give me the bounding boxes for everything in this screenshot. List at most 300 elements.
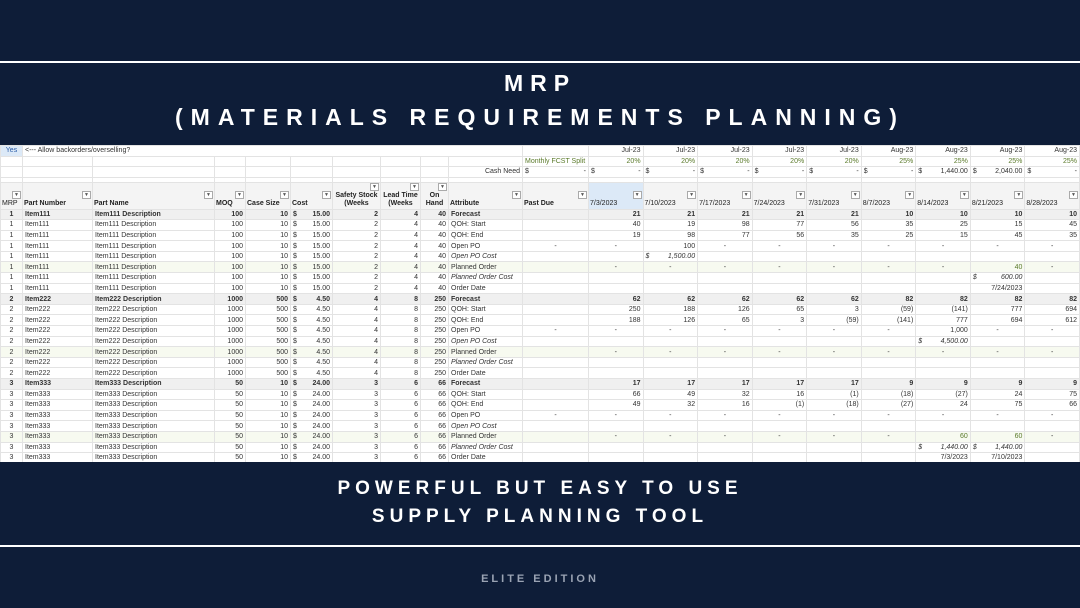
lead-time[interactable]: 6	[381, 421, 421, 432]
safety-stock[interactable]: 2	[333, 273, 381, 284]
week-value[interactable]: 35	[1025, 230, 1080, 241]
month-label[interactable]: Jul-23	[589, 146, 644, 157]
mrp-number[interactable]: 1	[1, 273, 23, 284]
cost[interactable]	[291, 262, 333, 273]
safety-stock[interactable]: 3	[333, 431, 381, 442]
cell[interactable]	[333, 156, 381, 167]
week-value[interactable]: -	[752, 241, 807, 252]
week-value[interactable]: -	[698, 410, 753, 421]
case-size[interactable]: 500	[246, 315, 291, 326]
week-value[interactable]: 694	[970, 315, 1025, 326]
filter-dropdown-icon[interactable]: ▼	[578, 191, 587, 199]
mrp-number[interactable]: 1	[1, 209, 23, 220]
week-value[interactable]	[698, 368, 753, 379]
lead-time[interactable]: 8	[381, 304, 421, 315]
week-value[interactable]	[752, 336, 807, 347]
on-hand[interactable]: 250	[421, 326, 449, 337]
case-size[interactable]: 500	[246, 336, 291, 347]
week-value[interactable]	[970, 357, 1025, 368]
week-value[interactable]	[861, 421, 916, 432]
safety-stock[interactable]: 4	[333, 326, 381, 337]
filter-dropdown-icon[interactable]: ▼	[410, 183, 419, 191]
week-value[interactable]: (1)	[807, 389, 862, 400]
week-value[interactable]: -	[1025, 347, 1080, 358]
split-value[interactable]: 20%	[698, 156, 753, 167]
safety-stock[interactable]: 3	[333, 421, 381, 432]
cost[interactable]	[291, 241, 333, 252]
safety-stock[interactable]: 2	[333, 209, 381, 220]
cost[interactable]	[291, 400, 333, 411]
moq[interactable]: 50	[215, 442, 246, 453]
week-value[interactable]: 3	[752, 315, 807, 326]
week-value[interactable]	[589, 421, 644, 432]
column-header[interactable]	[215, 182, 246, 209]
moq[interactable]: 1000	[215, 294, 246, 305]
attribute[interactable]: Forecast	[449, 294, 523, 305]
cost[interactable]	[291, 336, 333, 347]
week-value[interactable]	[752, 453, 807, 462]
week-value[interactable]: 32	[698, 389, 753, 400]
on-hand[interactable]: 66	[421, 389, 449, 400]
week-value[interactable]	[643, 442, 698, 453]
case-size[interactable]: 500	[246, 357, 291, 368]
week-value[interactable]: -	[698, 431, 753, 442]
case-size[interactable]: 500	[246, 304, 291, 315]
lead-time[interactable]: 4	[381, 220, 421, 231]
on-hand[interactable]: 40	[421, 220, 449, 231]
week-value[interactable]	[916, 357, 971, 368]
week-value[interactable]	[1025, 442, 1080, 453]
case-size[interactable]: 10	[246, 241, 291, 252]
lead-time[interactable]: 8	[381, 326, 421, 337]
part-number[interactable]: Item222	[23, 368, 93, 379]
cost[interactable]	[291, 347, 333, 358]
week-value[interactable]: 82	[970, 294, 1025, 305]
split-value[interactable]: 20%	[589, 156, 644, 167]
on-hand[interactable]: 40	[421, 230, 449, 241]
moq[interactable]: 50	[215, 421, 246, 432]
part-name[interactable]: Item333 Description	[93, 453, 215, 462]
on-hand[interactable]: 40	[421, 283, 449, 294]
case-size[interactable]: 10	[246, 283, 291, 294]
week-value[interactable]	[752, 251, 807, 262]
week-value[interactable]: 10	[970, 209, 1025, 220]
mrp-number[interactable]: 3	[1, 431, 23, 442]
week-value[interactable]: 9	[970, 379, 1025, 390]
week-value[interactable]: 35	[807, 230, 862, 241]
part-number[interactable]: Item333	[23, 421, 93, 432]
case-size[interactable]: 10	[246, 220, 291, 231]
week-value[interactable]: -	[589, 241, 644, 252]
week-value[interactable]	[970, 336, 1025, 347]
week-value[interactable]	[970, 368, 1025, 379]
part-number[interactable]: Item222	[23, 336, 93, 347]
attribute[interactable]: Planned Order Cost	[449, 442, 523, 453]
week-value[interactable]	[698, 283, 753, 294]
backorder-label[interactable]: <--- Allow backorders/overselling?	[23, 146, 523, 157]
filter-dropdown-icon[interactable]: ▼	[851, 191, 860, 199]
week-value[interactable]: -	[643, 262, 698, 273]
week-value[interactable]	[643, 273, 698, 284]
week-value[interactable]	[752, 283, 807, 294]
week-value[interactable]: 100	[643, 241, 698, 252]
mrp-number[interactable]: 2	[1, 357, 23, 368]
cash-value[interactable]	[970, 167, 1025, 178]
cost[interactable]	[291, 421, 333, 432]
week-value[interactable]	[589, 357, 644, 368]
case-size[interactable]: 10	[246, 230, 291, 241]
cost[interactable]	[291, 283, 333, 294]
week-value[interactable]: -	[589, 410, 644, 421]
week-value[interactable]: -	[752, 347, 807, 358]
past-due-value[interactable]	[523, 347, 589, 358]
past-due-value[interactable]	[523, 421, 589, 432]
on-hand[interactable]: 66	[421, 442, 449, 453]
week-value[interactable]	[698, 273, 753, 284]
safety-stock[interactable]: 2	[333, 283, 381, 294]
week-value[interactable]: 17	[589, 379, 644, 390]
on-hand[interactable]: 250	[421, 368, 449, 379]
filter-dropdown-icon[interactable]: ▼	[1014, 191, 1023, 199]
month-label[interactable]: Jul-23	[752, 146, 807, 157]
cost[interactable]	[291, 220, 333, 231]
part-name[interactable]: Item222 Description	[93, 357, 215, 368]
moq[interactable]: 50	[215, 453, 246, 462]
backorder-toggle[interactable]: Yes	[1, 146, 23, 157]
past-due-value[interactable]	[523, 209, 589, 220]
on-hand[interactable]: 66	[421, 379, 449, 390]
moq[interactable]: 50	[215, 379, 246, 390]
week-value[interactable]	[752, 368, 807, 379]
column-header[interactable]	[421, 182, 449, 209]
week-value[interactable]: 62	[589, 294, 644, 305]
part-name[interactable]: Item222 Description	[93, 368, 215, 379]
week-value[interactable]	[861, 273, 916, 284]
safety-stock[interactable]: 2	[333, 220, 381, 231]
cash-value[interactable]	[916, 167, 971, 178]
month-label[interactable]: Jul-23	[643, 146, 698, 157]
week-value[interactable]: 75	[970, 400, 1025, 411]
case-size[interactable]: 500	[246, 347, 291, 358]
week-value[interactable]	[861, 368, 916, 379]
cell[interactable]	[246, 156, 291, 167]
filter-dropdown-icon[interactable]: ▼	[322, 191, 331, 199]
week-value[interactable]: 17	[807, 379, 862, 390]
mrp-number[interactable]: 3	[1, 379, 23, 390]
week-value[interactable]: (18)	[807, 400, 862, 411]
mrp-number[interactable]: 3	[1, 389, 23, 400]
week-value[interactable]	[861, 357, 916, 368]
case-size[interactable]: 10	[246, 389, 291, 400]
cell[interactable]	[523, 146, 589, 157]
week-value[interactable]: -	[807, 410, 862, 421]
attribute[interactable]: Order Date	[449, 368, 523, 379]
week-value[interactable]	[861, 336, 916, 347]
part-number[interactable]: Item222	[23, 304, 93, 315]
attribute[interactable]: Planned Order	[449, 262, 523, 273]
case-size[interactable]: 500	[246, 368, 291, 379]
safety-stock[interactable]: 4	[333, 368, 381, 379]
split-value[interactable]: 20%	[643, 156, 698, 167]
past-due-value[interactable]	[523, 389, 589, 400]
split-value[interactable]: 25%	[916, 156, 971, 167]
week-value[interactable]: 35	[861, 220, 916, 231]
past-due-value[interactable]	[523, 315, 589, 326]
split-value[interactable]: 25%	[861, 156, 916, 167]
mrp-number[interactable]: 2	[1, 326, 23, 337]
filter-dropdown-icon[interactable]: ▼	[438, 183, 447, 191]
column-header[interactable]	[970, 182, 1025, 209]
past-due-value[interactable]	[523, 230, 589, 241]
part-name[interactable]: Item222 Description	[93, 304, 215, 315]
week-value[interactable]: -	[698, 262, 753, 273]
week-value[interactable]: -	[916, 241, 971, 252]
on-hand[interactable]: 250	[421, 304, 449, 315]
week-value[interactable]: -	[861, 326, 916, 337]
column-header[interactable]	[449, 182, 523, 209]
case-size[interactable]: 10	[246, 400, 291, 411]
cell[interactable]	[381, 156, 421, 167]
week-value[interactable]: 60	[970, 431, 1025, 442]
week-value[interactable]: -	[589, 347, 644, 358]
safety-stock[interactable]: 4	[333, 315, 381, 326]
week-value[interactable]	[1025, 453, 1080, 462]
moq[interactable]: 50	[215, 431, 246, 442]
moq[interactable]: 1000	[215, 315, 246, 326]
part-name[interactable]: Item333 Description	[93, 431, 215, 442]
week-value[interactable]	[643, 251, 698, 262]
attribute[interactable]: Planned Order Cost	[449, 357, 523, 368]
cell[interactable]	[93, 156, 215, 167]
cell[interactable]	[1, 167, 23, 178]
on-hand[interactable]: 66	[421, 421, 449, 432]
past-due-value[interactable]	[523, 442, 589, 453]
lead-time[interactable]: 8	[381, 315, 421, 326]
week-value[interactable]: 9	[861, 379, 916, 390]
cell[interactable]	[23, 167, 93, 178]
part-number[interactable]: Item222	[23, 294, 93, 305]
moq[interactable]: 100	[215, 241, 246, 252]
week-value[interactable]: 77	[698, 230, 753, 241]
week-value[interactable]	[861, 251, 916, 262]
part-name[interactable]: Item222 Description	[93, 336, 215, 347]
week-value[interactable]: 40	[970, 262, 1025, 273]
week-value[interactable]: 777	[970, 304, 1025, 315]
filter-dropdown-icon[interactable]: ▼	[742, 191, 751, 199]
past-due-value[interactable]	[523, 283, 589, 294]
moq[interactable]: 100	[215, 220, 246, 231]
week-value[interactable]	[1025, 251, 1080, 262]
cell[interactable]	[215, 156, 246, 167]
week-value[interactable]: -	[643, 347, 698, 358]
part-name[interactable]: Item222 Description	[93, 326, 215, 337]
week-value[interactable]: -	[807, 431, 862, 442]
week-value[interactable]	[970, 251, 1025, 262]
part-name[interactable]: Item333 Description	[93, 379, 215, 390]
mrp-number[interactable]: 2	[1, 347, 23, 358]
week-value[interactable]: -	[643, 410, 698, 421]
moq[interactable]: 50	[215, 389, 246, 400]
attribute[interactable]: QOH: Start	[449, 389, 523, 400]
moq[interactable]: 100	[215, 230, 246, 241]
past-due-value[interactable]	[523, 357, 589, 368]
moq[interactable]: 50	[215, 410, 246, 421]
week-value[interactable]: 66	[1025, 400, 1080, 411]
week-value[interactable]: 7/3/2023	[916, 453, 971, 462]
part-number[interactable]: Item333	[23, 410, 93, 421]
week-value[interactable]: -	[1025, 326, 1080, 337]
week-value[interactable]: (59)	[807, 315, 862, 326]
on-hand[interactable]: 250	[421, 336, 449, 347]
on-hand[interactable]: 40	[421, 209, 449, 220]
week-value[interactable]: -	[1025, 262, 1080, 273]
cell[interactable]	[1, 156, 23, 167]
cost[interactable]	[291, 453, 333, 462]
past-due-value[interactable]	[523, 220, 589, 231]
lead-time[interactable]: 4	[381, 251, 421, 262]
safety-stock[interactable]: 3	[333, 410, 381, 421]
cost[interactable]	[291, 315, 333, 326]
week-value[interactable]	[698, 442, 753, 453]
week-value[interactable]: 77	[752, 220, 807, 231]
week-value[interactable]: 98	[698, 220, 753, 231]
on-hand[interactable]: 250	[421, 357, 449, 368]
part-number[interactable]: Item222	[23, 357, 93, 368]
week-value[interactable]	[1025, 421, 1080, 432]
cell[interactable]	[421, 156, 449, 167]
moq[interactable]: 100	[215, 262, 246, 273]
week-value[interactable]: 250	[589, 304, 644, 315]
moq[interactable]: 100	[215, 273, 246, 284]
cost[interactable]	[291, 304, 333, 315]
week-value[interactable]: -	[1025, 431, 1080, 442]
part-name[interactable]: Item111 Description	[93, 209, 215, 220]
cost[interactable]	[291, 273, 333, 284]
month-label[interactable]: Aug-23	[1025, 146, 1080, 157]
safety-stock[interactable]: 4	[333, 294, 381, 305]
cost[interactable]	[291, 389, 333, 400]
week-value[interactable]: -	[807, 326, 862, 337]
week-value[interactable]	[807, 336, 862, 347]
week-value[interactable]: (59)	[861, 304, 916, 315]
week-value[interactable]: 9	[1025, 379, 1080, 390]
week-value[interactable]: 45	[1025, 220, 1080, 231]
week-value[interactable]: 56	[807, 220, 862, 231]
filter-dropdown-icon[interactable]: ▼	[796, 191, 805, 199]
week-value[interactable]	[916, 442, 971, 453]
week-value[interactable]	[916, 336, 971, 347]
filter-dropdown-icon[interactable]: ▼	[82, 191, 91, 199]
cell[interactable]	[333, 167, 381, 178]
moq[interactable]: 1000	[215, 326, 246, 337]
cost[interactable]	[291, 357, 333, 368]
week-value[interactable]	[589, 368, 644, 379]
month-label[interactable]: Aug-23	[916, 146, 971, 157]
attribute[interactable]: Order Date	[449, 453, 523, 462]
split-value[interactable]: 20%	[807, 156, 862, 167]
past-due-value[interactable]	[523, 304, 589, 315]
lead-time[interactable]: 4	[381, 209, 421, 220]
past-due-value[interactable]	[523, 453, 589, 462]
week-value[interactable]: 777	[916, 315, 971, 326]
week-value[interactable]	[916, 283, 971, 294]
week-value[interactable]: 24	[916, 400, 971, 411]
on-hand[interactable]: 66	[421, 453, 449, 462]
attribute[interactable]: QOH: End	[449, 400, 523, 411]
on-hand[interactable]: 250	[421, 347, 449, 358]
safety-stock[interactable]: 3	[333, 389, 381, 400]
week-value[interactable]	[970, 273, 1025, 284]
week-value[interactable]: -	[970, 241, 1025, 252]
week-value[interactable]: (1)	[752, 400, 807, 411]
week-value[interactable]: (141)	[916, 304, 971, 315]
part-number[interactable]: Item111	[23, 273, 93, 284]
part-name[interactable]: Item111 Description	[93, 273, 215, 284]
week-value[interactable]: -	[916, 410, 971, 421]
lead-time[interactable]: 4	[381, 241, 421, 252]
column-header[interactable]	[523, 182, 589, 209]
week-value[interactable]	[589, 283, 644, 294]
part-number[interactable]: Item111	[23, 230, 93, 241]
week-value[interactable]: -	[1025, 241, 1080, 252]
week-value[interactable]: (18)	[861, 389, 916, 400]
week-value[interactable]: 16	[752, 389, 807, 400]
attribute[interactable]: Forecast	[449, 379, 523, 390]
past-due-value[interactable]: -	[523, 326, 589, 337]
week-value[interactable]	[643, 283, 698, 294]
week-value[interactable]	[916, 251, 971, 262]
week-value[interactable]: 24	[970, 389, 1025, 400]
mrp-number[interactable]: 1	[1, 220, 23, 231]
cash-value[interactable]	[698, 167, 753, 178]
week-value[interactable]: 82	[861, 294, 916, 305]
week-value[interactable]: 82	[916, 294, 971, 305]
column-header[interactable]	[291, 182, 333, 209]
filter-dropdown-icon[interactable]: ▼	[960, 191, 969, 199]
week-value[interactable]: 10	[1025, 209, 1080, 220]
cell[interactable]	[23, 156, 93, 167]
on-hand[interactable]: 66	[421, 400, 449, 411]
lead-time[interactable]: 8	[381, 368, 421, 379]
week-value[interactable]	[807, 442, 862, 453]
week-value[interactable]: 62	[807, 294, 862, 305]
week-value[interactable]	[807, 283, 862, 294]
week-value[interactable]: -	[752, 326, 807, 337]
lead-time[interactable]: 6	[381, 379, 421, 390]
week-value[interactable]: 32	[643, 400, 698, 411]
cash-value[interactable]	[523, 167, 589, 178]
cost[interactable]	[291, 209, 333, 220]
week-value[interactable]: 7/24/2023	[970, 283, 1025, 294]
part-number[interactable]: Item111	[23, 251, 93, 262]
part-name[interactable]: Item111 Description	[93, 251, 215, 262]
cash-label[interactable]: Cash Need	[449, 167, 523, 178]
cost[interactable]	[291, 410, 333, 421]
past-due-value[interactable]	[523, 431, 589, 442]
week-value[interactable]: -	[807, 241, 862, 252]
week-value[interactable]	[643, 357, 698, 368]
case-size[interactable]: 10	[246, 410, 291, 421]
lead-time[interactable]: 6	[381, 410, 421, 421]
week-value[interactable]: 21	[807, 209, 862, 220]
week-value[interactable]: 49	[589, 400, 644, 411]
month-label[interactable]: Aug-23	[861, 146, 916, 157]
moq[interactable]: 1000	[215, 368, 246, 379]
safety-stock[interactable]: 2	[333, 262, 381, 273]
mrp-number[interactable]: 2	[1, 315, 23, 326]
case-size[interactable]: 500	[246, 326, 291, 337]
split-value[interactable]: 25%	[970, 156, 1025, 167]
